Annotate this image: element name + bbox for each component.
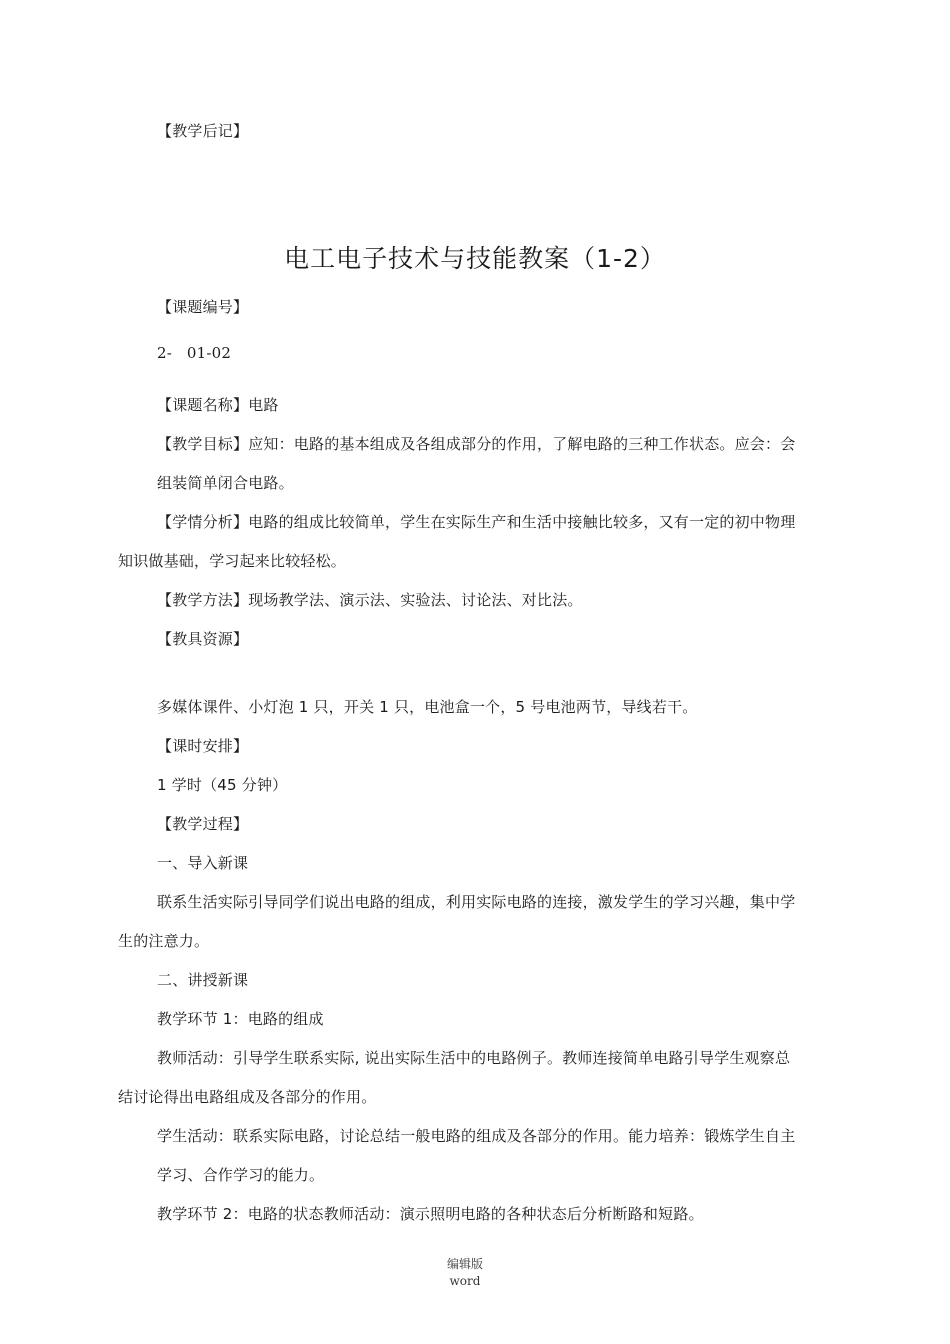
resources-heading: 【教具资源】: [157, 630, 249, 648]
analysis-line-1: 【学情分析】电路的组成比较简单，学生在实际生产和生活中接触比较多，又有一定的初中物理: [157, 513, 796, 531]
part1-line-1: 联系生活实际引导同学们说出电路的组成，利用实际电路的连接，激发学生的学习兴趣，集中学: [157, 893, 796, 911]
code-value: 2- 01-02: [157, 344, 232, 362]
step2: 教学环节 2：电路的状态教师活动：演示照明电路的各种状态后分析断路和短路。: [157, 1205, 704, 1223]
goal-line-2: 组装简单闭合电路。: [157, 474, 294, 492]
part1-line-2: 生的注意力。: [118, 932, 210, 950]
process-heading: 【教学过程】: [157, 815, 249, 833]
step1: 教学环节 1：电路的组成: [157, 1010, 324, 1028]
student-line-1: 学生活动：联系实际电路，讨论总结一般电路的组成及各部分的作用。能力培养：锻炼学生自主: [157, 1127, 796, 1145]
goal-line-1: 【教学目标】应知：电路的基本组成及各组成部分的作用，了解电路的三种工作状态。应会：会: [157, 435, 796, 453]
document-title: 电工电子技术与技能教案（1-2）: [284, 244, 666, 273]
methods: 【教学方法】现场教学法、演示法、实验法、讨论法、对比法。: [157, 591, 583, 609]
schedule-heading: 【课时安排】: [157, 737, 249, 755]
student-line-2: 学习、合作学习的能力。: [157, 1166, 325, 1184]
resources-value: 多媒体课件、小灯泡 1 只，开关 1 只，电池盒一个，5 号电池两节，导线若干。: [157, 698, 698, 716]
teacher-line-2: 结讨论得出电路组成及各部分的作用。: [118, 1088, 377, 1106]
footer-line-2: word: [449, 1274, 481, 1288]
analysis-line-2: 知识做基础，学习起来比较轻松。: [118, 552, 347, 570]
topic-name: 【课题名称】电路: [157, 396, 279, 414]
afterword-heading: 【教学后记】: [157, 122, 249, 140]
code-heading: 【课题编号】: [157, 298, 249, 316]
part2-heading: 二、讲授新课: [157, 971, 249, 989]
schedule-value: 1 学时（45 分钟）: [157, 776, 288, 794]
teacher-line-1: 教师活动：引导学生联系实际, 说出实际生活中的电路例子。教师连接简单电路引导学生观察总: [157, 1049, 791, 1067]
footer-line-1: 编辑版: [446, 1257, 483, 1271]
part1-heading: 一、导入新课: [157, 854, 249, 872]
